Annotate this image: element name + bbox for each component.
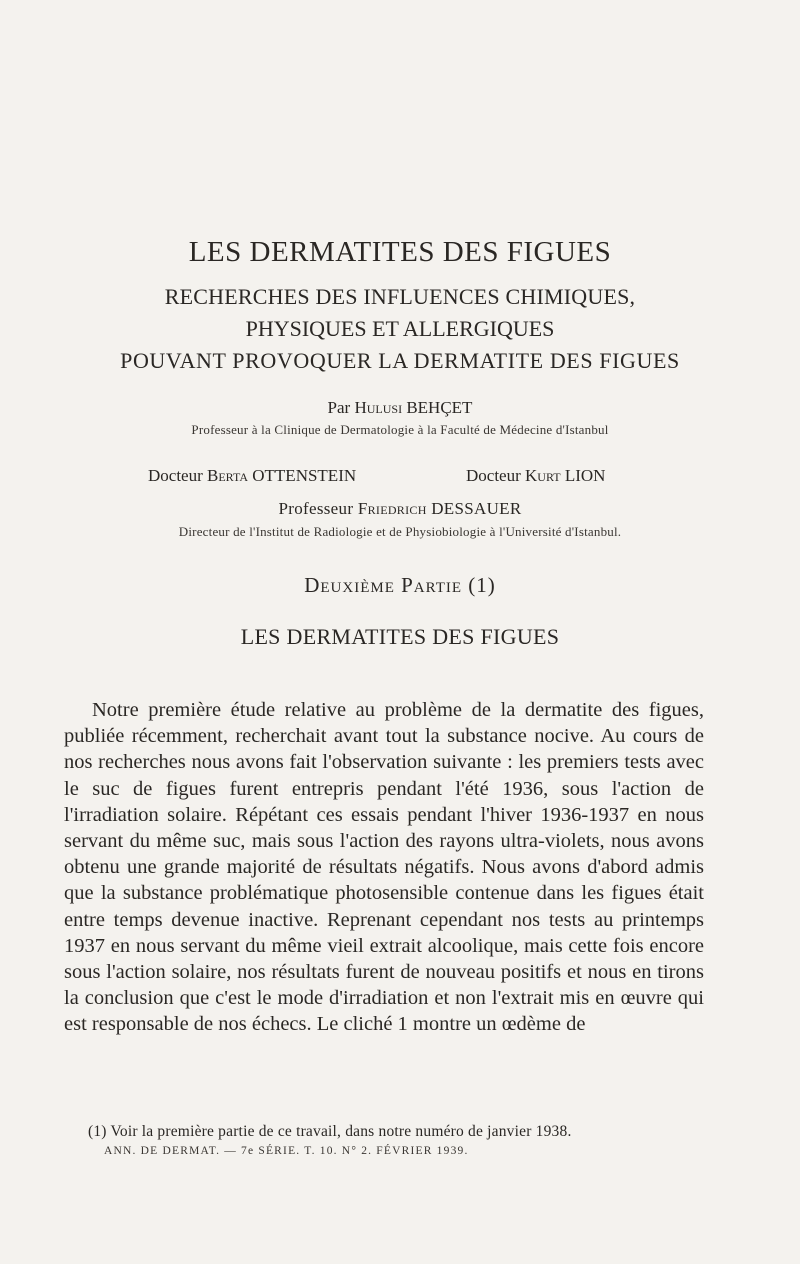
- title-line-3: PHYSIQUES ET ALLERGIQUES: [245, 316, 555, 341]
- author-surname: LION: [564, 466, 606, 485]
- author-lion: [466, 466, 605, 486]
- author-given-name: Friedrich: [357, 499, 427, 518]
- title-line-1: LES DERMATITES DES FIGUES: [188, 236, 612, 268]
- author-given-name: Kurt: [525, 466, 561, 485]
- journal-citation: ANN. DE DERMAT. — 7e SÉRIE. T. 10. N° 2. FÉVRIER 1939.: [104, 1145, 469, 1157]
- footnote: (1) Voir la première partie de ce travail, dans notre numéro de janvier 1938.: [88, 1123, 572, 1140]
- part-heading: Deuxième Partie (1): [304, 573, 496, 597]
- author-title: Professeur: [278, 499, 354, 518]
- author-title: Docteur: [148, 466, 203, 485]
- section-heading: LES DERMATITES DES FIGUES: [240, 624, 560, 649]
- author-title: Docteur: [466, 466, 521, 485]
- author-surname: BEHÇET: [406, 398, 473, 417]
- author-surname: OTTENSTEIN: [252, 466, 357, 485]
- author-surname: DESSAUER: [431, 499, 522, 518]
- author-affiliation: Professeur à la Clinique de Dermatologie à la Faculté de Médecine d'Istanbul: [191, 422, 609, 437]
- title-line-2: RECHERCHES DES INFLUENCES CHIMIQUES,: [164, 284, 636, 309]
- author-given-name: Hulusi: [354, 398, 403, 417]
- author-prefix: Par: [327, 398, 351, 417]
- body-paragraph: Notre première étude relative au problème de la dermatite des figues, publiée récemment, recherchait avant tout la substance nocive. Au cours de nos recherches nous avons fait l'observation suivante : les premiers tests avec le suc de figues furent entrepris pendant l'été 1936, sous l'action de l'irradiation solaire. Répétant ces essais pendant l'hiver 1936-1937 en nous servant du même suc, mais sous l'action des rayons ultra-violets, nous avons obtenu une grande majorité de résultats négatifs. Nous avons d'abord admis que la substance problématique photosensible contenue dans les figues était entre temps devenue inactive. Reprenant cependant nos tests au printemps 1937 en nous servant du même vieil extrait alcoolique, mais cette fois encore sous l'action solaire, nos résultats furent de nouveau positifs et nous en tirons la conclusion que c'est le mode d'irradiation et non l'extrait mis en œuvre qui est responsable de nos échecs. Le cliché 1 montre un œdème de: [64, 699, 704, 1036]
- author-given-name: Berta: [207, 466, 249, 485]
- title-line-4: POUVANT PROVOQUER LA DERMATITE DES FIGUES: [120, 348, 680, 373]
- author-ottenstein: [148, 466, 356, 486]
- author-affiliation: Directeur de l'Institut de Radiologie et de Physiobiologie à l'Université d'Istanbul.: [178, 524, 622, 539]
- author-dessauer: [0, 499, 800, 519]
- author-behcet: [0, 398, 800, 418]
